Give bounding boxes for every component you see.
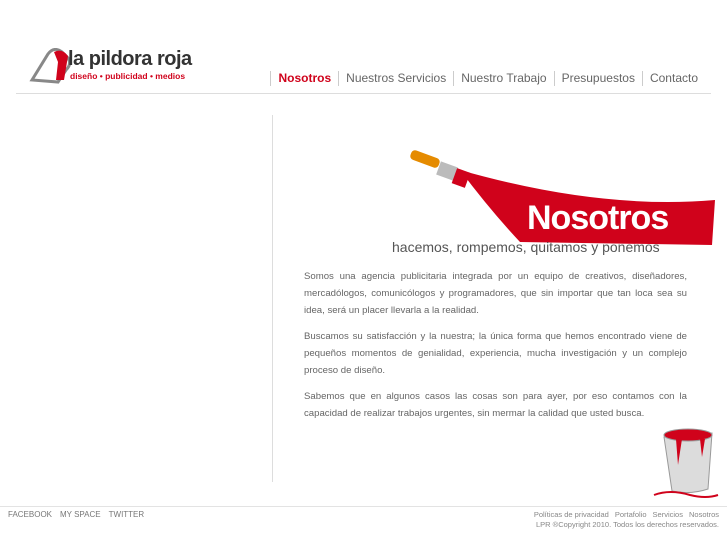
nav-item-presupuestos[interactable]: Presupuestos <box>554 71 642 86</box>
footer-link-portfolio[interactable]: Portafolio <box>614 510 647 519</box>
footer-link-about[interactable]: Nosotros <box>688 510 719 519</box>
paragraph: Somos una agencia publicitaria integrada por un equipo de creativos, diseñadores, mercadólogos, comunicólogos y programadores, que sin importar que tan loca sea su idea, será un placer llevarla a la realidad. <box>304 271 687 316</box>
main-nav <box>270 71 705 86</box>
page-title: Nosotros <box>527 199 669 237</box>
nav-item-contacto[interactable]: Contacto <box>642 71 705 86</box>
paragraph: Sabemos que en algunos casos las cosas son para ayer, por eso contamos con la capacidad de realizar trabajos urgentes, sin mermar la calidad que usted busca. <box>304 391 687 419</box>
social-links <box>8 510 144 519</box>
copyright-text: LPR ®Copyright 2010. Todos los derechos reservados. <box>536 520 719 529</box>
facebook-link[interactable]: FACEBOOK <box>8 510 53 519</box>
myspace-link[interactable]: MY SPACE <box>60 510 101 519</box>
footer-links <box>534 510 719 519</box>
nav-item-nuestro-trabajo[interactable]: Nuestro Trabajo <box>453 71 553 86</box>
page-subtitle: hacemos, rompemos, quitamos y ponemos <box>392 239 660 255</box>
content-divider <box>272 115 273 482</box>
paint-bucket-icon <box>650 425 722 500</box>
paragraph: Buscamos su satisfacción y la nuestra; la única forma que hemos encontrado viene de pequeños momentos de genialidad, experiencia, mucha investigación y un complejo proceso de diseño. <box>304 331 687 376</box>
about-text <box>304 268 687 431</box>
nav-item-nosotros[interactable]: Nosotros <box>270 71 338 86</box>
footer-divider <box>0 506 727 507</box>
twitter-link[interactable]: TWITTER <box>108 510 145 519</box>
footer-link-privacy[interactable]: Políticas de privacidad <box>533 510 609 519</box>
header-divider <box>16 93 711 94</box>
brand-tagline: diseño • publicidad • medios <box>70 71 186 81</box>
brand-name[interactable]: la pildora roja <box>68 48 192 70</box>
footer-link-services[interactable]: Servicios <box>652 510 683 519</box>
nav-item-nuestros-servicios[interactable]: Nuestros Servicios <box>338 71 453 86</box>
